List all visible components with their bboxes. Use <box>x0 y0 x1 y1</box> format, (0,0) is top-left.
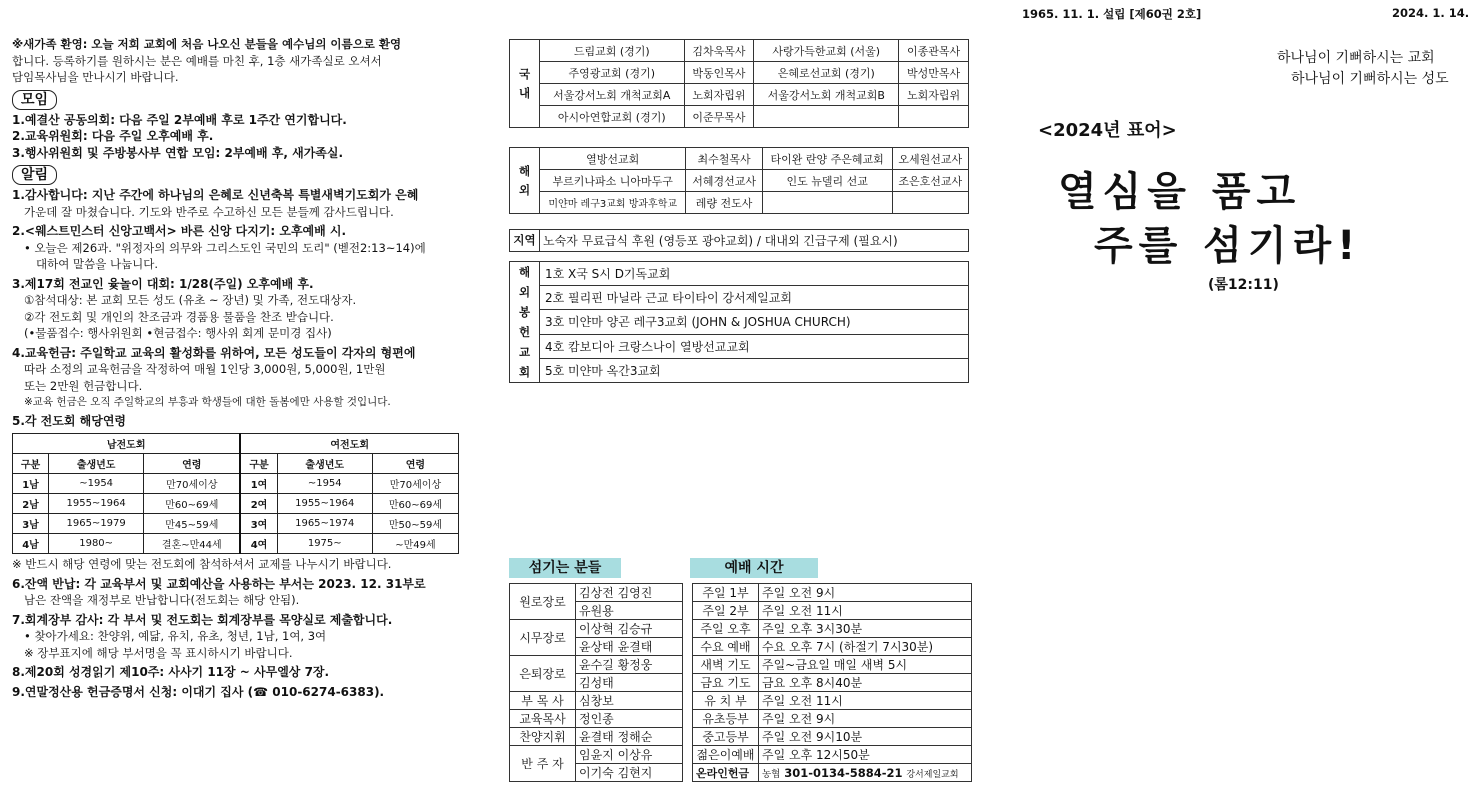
notice-item: ※교육 헌금은 오직 주일학교의 부흥과 학생들에 대한 돌봄에만 사용할 것입니다. <box>24 396 391 408</box>
worship-time: 수요 오후 7시 (하절기 7시30분) <box>759 638 972 656</box>
servant-role: 반 주 자 <box>510 746 576 782</box>
servants-row <box>510 692 683 710</box>
age-cell: 3남 <box>13 514 49 534</box>
mission-cell: 최수철목사 <box>686 148 762 170</box>
mission-cell: 아시아연합교회 (경기) <box>540 106 685 128</box>
worship-time: 주일 오전 11시 <box>759 602 972 620</box>
slogan-line-2: 주를 섬기라! <box>1094 223 1362 269</box>
age-cell: 1965~1979 <box>49 514 144 534</box>
slogan-line-1: 열심을 품고 <box>1058 169 1302 215</box>
worship-row <box>693 674 972 692</box>
servant-role: 교육목사 <box>510 710 576 728</box>
worship-service: 유초등부 <box>693 710 759 728</box>
church-plant-item: 1호 X국 S시 D기독교회 <box>540 262 969 286</box>
notice-item: 2.<웨스트민스터 신앙고백서> 바른 신앙 다지기: 오후예배 시. <box>12 224 347 238</box>
age-table-row <box>13 494 459 514</box>
worship-table <box>692 583 972 782</box>
mission-cell: 오세원선교사 <box>892 148 968 170</box>
mission-cell <box>754 106 899 128</box>
worship-service: 새벽 기도 <box>693 656 759 674</box>
age-cell: 1955~1964 <box>277 494 372 514</box>
scripture-reference: (롬12:11) <box>1208 277 1279 293</box>
worship-service: 주일 2부 <box>693 602 759 620</box>
worship-row <box>693 638 972 656</box>
meeting-item: 2.교육위원회: 다음 주일 오후예배 후. <box>12 129 214 143</box>
local-mission-text: 노숙자 무료급식 후원 (영등포 광야교회) / 대내외 긴급구제 (필요시) <box>540 230 969 252</box>
age-col: 연령 <box>144 454 241 474</box>
age-cell: 2여 <box>240 494 277 514</box>
servant-names: 이기숙 김현지 <box>576 764 683 782</box>
notice-heading: 알림 <box>12 165 57 185</box>
worship-service: 주일 1부 <box>693 584 759 602</box>
servant-names: 윤수길 황정웅 <box>576 656 683 674</box>
mission-cell: 인도 뉴델리 선교 <box>762 170 892 192</box>
worship-row <box>693 620 972 638</box>
worship-service: 주일 오후 <box>693 620 759 638</box>
account-holder: 강서제일교회 <box>906 769 959 780</box>
notice-item: 4.교육헌금: 주일학교 교육의 활성화를 위하여, 모든 성도들이 각자의 형편에 <box>12 345 416 360</box>
servants-row <box>510 620 683 638</box>
mission-cell: 이종관목사 <box>899 40 969 62</box>
notice-item: 또는 2만원 헌금합니다. <box>24 378 143 393</box>
mission-cell: 드림교회 (경기) <box>540 40 685 62</box>
age-cell: 4남 <box>13 534 49 554</box>
notice-item: ※ 장부표지에 해당 부서명을 꼭 표시하시기 바랍니다. <box>24 645 293 660</box>
welcome-line: 합니다. 등록하기를 원하시는 분은 예배를 마친 후, 1층 새가족실로 오셔서 <box>12 53 382 68</box>
mission-cell: 미얀마 레구3교회 방과후학교 <box>540 192 686 214</box>
servant-role: 시무장로 <box>510 620 576 656</box>
mission-cell: 은혜로선교회 (경기) <box>754 62 899 84</box>
servant-role: 찬양지휘 <box>510 728 576 746</box>
worship-time: 주일 오전 9시10분 <box>759 728 972 746</box>
servant-names: 심창보 <box>576 692 683 710</box>
age-cell: 만70세이상 <box>372 474 458 494</box>
age-cell: 1980~ <box>49 534 144 554</box>
worship-row <box>693 692 972 710</box>
age-cell: 만70세이상 <box>144 474 241 494</box>
age-cell: ~1954 <box>277 474 372 494</box>
church-plant-item: 4호 캄보디아 크랑스나이 열방선교교회 <box>540 334 969 358</box>
notice-item: 3.제17회 전교인 윷놀이 대회: 1/28(주일) 오후예배 후. <box>12 276 314 291</box>
online-offering-account <box>759 764 972 782</box>
servant-names: 임윤지 이상유 <box>576 746 683 764</box>
mission-cell <box>899 106 969 128</box>
notice-item: 7.회계장부 감사: 각 부서 및 전도회는 회계장부를 목양실로 제출합니다. <box>12 612 393 627</box>
age-cell: 만45~59세 <box>144 514 241 534</box>
notice-item: 1.감사합니다: 지난 주간에 하나님의 은혜로 신년축복 특별새벽기도회가 은혜 <box>12 188 419 202</box>
servant-role: 원로장로 <box>510 584 576 620</box>
age-table-row <box>13 474 459 494</box>
notice-item: 따라 소정의 교육헌금을 작정하여 매월 1인당 3,000원, 5,000원, 1만원 <box>24 362 386 376</box>
age-cell: 2남 <box>13 494 49 514</box>
mission-cell: 레량 전도사 <box>686 192 762 214</box>
notice-item: 9.연말정산용 헌금증명서 신청: 이대기 집사 (☎ 010-6274-6383). <box>12 684 385 699</box>
church-plant-table <box>509 261 969 383</box>
notice-item: 6.잔액 반납: 각 교육부서 및 교회예산을 사용하는 부서는 2023. 12. 31부로 <box>12 576 426 591</box>
mission-cell: 노회자립위 <box>684 84 754 106</box>
age-table <box>12 433 459 554</box>
age-table-row <box>13 514 459 534</box>
servant-names: 유원용 <box>576 602 683 620</box>
notice-item: 남은 잔액을 재정부로 반납합니다(전도회는 해당 안됨). <box>24 593 300 607</box>
worship-service: 금요 기도 <box>693 674 759 692</box>
domestic-label: 국내 <box>510 40 540 128</box>
notice-item: 5.각 전도회 해당연령 <box>12 413 127 428</box>
worship-service: 젊은이예배 <box>693 746 759 764</box>
notice-item: 8.제20회 성경읽기 제10주: 사사기 11장 ~ 사무엘상 7장. <box>12 665 330 679</box>
age-cell: 1955~1964 <box>49 494 144 514</box>
age-table-women-header: 여전도회 <box>240 434 458 454</box>
age-cell: 만50~59세 <box>372 514 458 534</box>
notice-item: ※ 반드시 해당 연령에 맞는 전도회에 참석하셔서 교제를 나누시기 바랍니다. <box>12 557 392 571</box>
church-plant-item: 2호 필리핀 마닐라 근교 타이타이 강서제일교회 <box>540 286 969 310</box>
mission-cell <box>892 192 968 214</box>
worship-row <box>693 728 972 746</box>
overseas-mission-table <box>509 147 969 214</box>
mission-cell: 열방선교회 <box>540 148 686 170</box>
servants-row <box>510 746 683 764</box>
mission-cell: 노회자립위 <box>899 84 969 106</box>
mission-cell: 주영광교회 (경기) <box>540 62 685 84</box>
domestic-mission-table <box>509 39 969 128</box>
church-plant-label: 해외봉헌교회 <box>510 262 540 383</box>
age-cell: 4여 <box>240 534 277 554</box>
age-cell: ~만49세 <box>372 534 458 554</box>
age-cell: ~1954 <box>49 474 144 494</box>
mission-cell: 서울강서노회 개척교회B <box>754 84 899 106</box>
mission-cell: 타이완 란양 주은혜교회 <box>762 148 892 170</box>
worship-row <box>693 602 972 620</box>
meeting-heading: 모임 <box>12 90 57 110</box>
local-mission-table <box>509 229 969 252</box>
notice-item: ①참석대상: 본 교회 모든 성도 (유초 ~ 장년) 및 가족, 전도대상자. <box>24 293 357 307</box>
mission-cell: 박성만목사 <box>899 62 969 84</box>
worship-time: 주일 오전 11시 <box>759 692 972 710</box>
bank-name: 농협 <box>762 768 781 780</box>
mission-cell: 조은호선교사 <box>892 170 968 192</box>
worship-service: 유 치 부 <box>693 692 759 710</box>
mission-cell <box>762 192 892 214</box>
servant-names: 윤결태 정해순 <box>576 728 683 746</box>
servant-names: 김상전 김영진 <box>576 584 683 602</box>
welcome-line: ※새가족 환영: 오늘 저희 교회에 처음 나오신 분들을 예수님의 이름으로 환영 <box>12 37 402 51</box>
mission-cell: 사랑가득한교회 (서울) <box>754 40 899 62</box>
age-cell: 만60~69세 <box>372 494 458 514</box>
motto-church: 하나님이 기뻐하시는 교회 <box>1277 50 1435 66</box>
age-col: 구분 <box>240 454 277 474</box>
worship-time: 주일 오전 9시 <box>759 710 972 728</box>
founded-info: 1965. 11. 1. 설립 [제60권 2호] <box>1022 7 1202 21</box>
notice-item: (•물품접수: 행사위원회 •현금접수: 행사위 회계 문미경 집사) <box>24 326 332 340</box>
mission-cell: 김차욱목사 <box>684 40 754 62</box>
age-table-men-header: 남전도회 <box>13 434 241 454</box>
church-plant-item: 5호 미얀마 옥간3교회 <box>540 358 969 382</box>
servants-table <box>509 583 683 782</box>
church-plant-item: 3호 미얀마 양곤 레구3교회 (JOHN & JOSHUA CHURCH) <box>540 310 969 334</box>
age-cell: 3여 <box>240 514 277 534</box>
account-number: 301-0134-5884-21 <box>784 765 903 780</box>
worship-time: 주일 오후 3시30분 <box>759 620 972 638</box>
age-cell: 1975~ <box>277 534 372 554</box>
notice-item: • 오늘은 제26과. "위정자의 의무와 그리스도인 국민의 도리" (벧전2:13~14)에 <box>24 240 426 255</box>
servants-row <box>510 728 683 746</box>
mission-cell: 부르키나파소 니아마두구 <box>540 170 686 192</box>
age-col: 구분 <box>13 454 49 474</box>
worship-service: 수요 예배 <box>693 638 759 656</box>
servants-row <box>510 656 683 674</box>
servants-row <box>510 710 683 728</box>
age-col: 출생년도 <box>277 454 372 474</box>
worship-time: 주일~금요일 매일 새벽 5시 <box>759 656 972 674</box>
servant-names: 김성태 <box>576 674 683 692</box>
worship-row <box>693 746 972 764</box>
announcements-column <box>12 36 464 700</box>
notice-item: 대하여 말씀을 나눕니다. <box>36 257 159 271</box>
age-col: 출생년도 <box>49 454 144 474</box>
worship-time: 금요 오후 8시40분 <box>759 674 972 692</box>
worship-service: 중고등부 <box>693 728 759 746</box>
age-cell: 1965~1974 <box>277 514 372 534</box>
mission-cell: 박동인목사 <box>684 62 754 84</box>
mission-cell: 서혜경선교사 <box>686 170 762 192</box>
local-label: 지역 <box>510 230 540 252</box>
online-offering-label: 온라인헌금 <box>693 764 759 782</box>
notice-item: ②각 전도회 및 개인의 찬조금과 경품용 물품을 찬조 받습니다. <box>24 309 334 324</box>
servant-role: 은퇴장로 <box>510 656 576 692</box>
overseas-label: 해외 <box>510 148 540 214</box>
servant-role: 부 목 사 <box>510 692 576 710</box>
age-table-row <box>13 534 459 554</box>
meeting-item: 3.행사위원회 및 주방봉사부 연합 모임: 2부예배 후, 새가족실. <box>12 145 344 160</box>
notice-item: • 찾아가세요: 찬양위, 예닮, 유치, 유초, 청년, 1남, 1여, 3여 <box>24 629 327 643</box>
motto-saint: 하나님이 기뻐하시는 성도 <box>1291 71 1449 87</box>
mission-cell: 이준무목사 <box>684 106 754 128</box>
mission-cell: 서울강서노회 개척교회A <box>540 84 685 106</box>
welcome-line: 담임목사님을 만나시기 바랍니다. <box>12 70 179 84</box>
worship-time: 주일 오후 12시50분 <box>759 746 972 764</box>
age-cell: 결혼~만44세 <box>144 534 241 554</box>
worship-row <box>693 584 972 602</box>
worship-row <box>693 656 972 674</box>
issue-date: 2024. 1. 14. <box>1392 6 1470 20</box>
notice-item: 가운데 잘 마쳤습니다. 기도와 반주로 수고하신 모든 분들께 감사드립니다. <box>24 204 394 219</box>
age-col: 연령 <box>372 454 458 474</box>
worship-title: 예배 시간 <box>690 558 818 578</box>
servants-row <box>510 584 683 602</box>
worship-time: 주일 오전 9시 <box>759 584 972 602</box>
servant-names: 윤상태 윤결태 <box>576 638 683 656</box>
meeting-item: 1.예결산 공동의회: 다음 주일 2부예배 후로 1주간 연기합니다. <box>12 112 347 127</box>
worship-row <box>693 710 972 728</box>
servants-title: 섬기는 분들 <box>509 558 621 578</box>
year-motto-title: <2024년 표어> <box>1038 120 1177 141</box>
age-cell: 만60~69세 <box>144 494 241 514</box>
age-cell: 1남 <box>13 474 49 494</box>
servant-names: 정인종 <box>576 710 683 728</box>
age-cell: 1여 <box>240 474 277 494</box>
servant-names: 이상혁 김승규 <box>576 620 683 638</box>
